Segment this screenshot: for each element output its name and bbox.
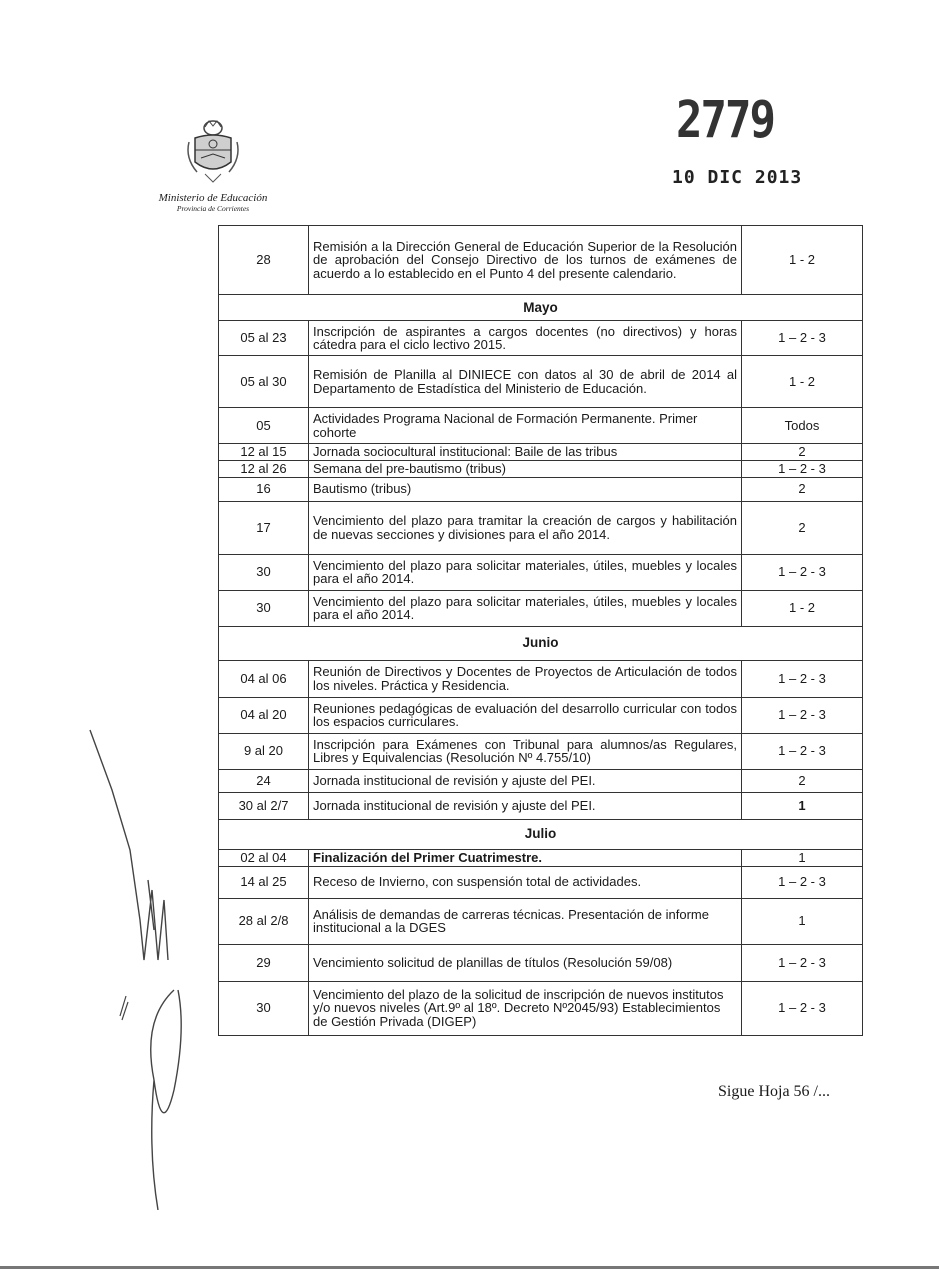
date-cell: 14 al 25 [219, 866, 309, 898]
activity-cell: Análisis de demandas de carreras técnicas. Presentación de informe institucional a la DGES [309, 898, 742, 944]
table-row [219, 444, 863, 461]
table-row [219, 981, 863, 1035]
table-row [219, 792, 863, 819]
activity-cell: Vencimiento del plazo para solicitar materiales, útiles, muebles y locales para el año 2014. [309, 590, 742, 626]
table-row [219, 590, 863, 626]
groups-cell: 1 - 2 [742, 226, 863, 295]
table-row [219, 321, 863, 356]
date-cell: 9 al 20 [219, 733, 309, 769]
handwritten-signature [82, 720, 222, 1210]
groups-cell: 2 [742, 444, 863, 461]
month-row [219, 295, 863, 321]
activity-cell: Semana del pre-bautismo (tribus) [309, 460, 742, 477]
date-cell: 04 al 06 [219, 660, 309, 697]
date-cell: 17 [219, 501, 309, 554]
date-cell: 16 [219, 477, 309, 501]
month-heading: Julio [219, 819, 863, 849]
activity-cell: Vencimiento del plazo para tramitar la creación de cargos y habilitación de nuevas secciones y divisiones para el año 2014. [309, 501, 742, 554]
table-row [219, 356, 863, 408]
resolution-number-stamp: 2779 [676, 91, 774, 150]
groups-cell: 1 – 2 - 3 [742, 981, 863, 1035]
groups-cell: 1 [742, 792, 863, 819]
groups-cell: 1 - 2 [742, 356, 863, 408]
table-row [219, 769, 863, 792]
groups-cell: 1 – 2 - 3 [742, 321, 863, 356]
coat-of-arms-icon [183, 118, 243, 184]
activity-cell: Finalización del Primer Cuatrimestre. [309, 849, 742, 866]
activity-cell: Remisión de Planilla al DINIECE con datos al 30 de abril de 2014 al Departamento de Estadística del Ministerio de Educación. [309, 356, 742, 408]
table-row [219, 697, 863, 733]
groups-cell: 1 – 2 - 3 [742, 460, 863, 477]
groups-cell: 1 – 2 - 3 [742, 733, 863, 769]
activity-cell: Bautismo (tribus) [309, 477, 742, 501]
ministry-header [148, 118, 278, 213]
date-stamp: 10 DIC 2013 [672, 167, 803, 188]
date-cell: 30 [219, 554, 309, 590]
date-cell: 28 [219, 226, 309, 295]
groups-cell: 1 - 2 [742, 590, 863, 626]
date-cell: 05 [219, 408, 309, 444]
date-cell: 24 [219, 769, 309, 792]
table-row [219, 460, 863, 477]
activity-cell: Actividades Programa Nacional de Formación Permanente. Primer cohorte [309, 408, 742, 444]
activity-cell: Vencimiento del plazo para solicitar materiales, útiles, muebles y locales para el año 2014. [309, 554, 742, 590]
activity-cell: Reuniones pedagógicas de evaluación del desarrollo curricular con todos los espacios curriculares. [309, 697, 742, 733]
table-row [219, 408, 863, 444]
date-cell: 02 al 04 [219, 849, 309, 866]
table-row [219, 849, 863, 866]
date-cell: 29 [219, 944, 309, 981]
date-cell: 04 al 20 [219, 697, 309, 733]
groups-cell: 2 [742, 501, 863, 554]
table-row [219, 866, 863, 898]
activity-cell: Reunión de Directivos y Docentes de Proyectos de Articulación de todos los niveles. Práctica y Residencia. [309, 660, 742, 697]
groups-cell: 1 – 2 - 3 [742, 554, 863, 590]
continues-note: Sigue Hoja 56 /... [718, 1083, 830, 1100]
activity-cell: Remisión a la Dirección General de Educación Superior de la Resolución de aprobación del Consejo Directivo de los turnos de exámenes de acuerdo a lo establecido en el Punto 4 del presente calendario. [309, 226, 742, 295]
activity-cell: Vencimiento del plazo de la solicitud de inscripción de nuevos institutos y/o nuevos niveles (Art.9º al 18º. Decreto Nº2045/93) Establecimientos de Gestión Privada (DIGEP) [309, 981, 742, 1035]
activity-cell: Jornada institucional de revisión y ajuste del PEI. [309, 769, 742, 792]
groups-cell: 2 [742, 477, 863, 501]
province-name: Provincia de Corrientes [176, 204, 250, 213]
month-row [219, 819, 863, 849]
month-heading: Junio [219, 626, 863, 660]
table-row [219, 660, 863, 697]
activity-cell: Vencimiento solicitud de planillas de títulos (Resolución 59/08) [309, 944, 742, 981]
date-cell: 30 al 2/7 [219, 792, 309, 819]
date-cell: 30 [219, 590, 309, 626]
activity-cell: Jornada institucional de revisión y ajuste del PEI. [309, 792, 742, 819]
date-cell: 12 al 15 [219, 444, 309, 461]
month-row [219, 626, 863, 660]
activity-cell: Inscripción para Exámenes con Tribunal para alumnos/as Regulares, Libres y Equivalencias (Resolución Nº 4.755/10) [309, 733, 742, 769]
groups-cell: 1 [742, 898, 863, 944]
table-row [219, 501, 863, 554]
month-heading: Mayo [219, 295, 863, 321]
date-cell: 28 al 2/8 [219, 898, 309, 944]
table-row [219, 554, 863, 590]
ministry-name: Ministerio de Educación [158, 192, 268, 204]
date-cell: 30 [219, 981, 309, 1035]
activity-cell: Inscripción de aspirantes a cargos docentes (no directivos) y horas cátedra para el ciclo lectivo 2015. [309, 321, 742, 356]
table-row [219, 226, 863, 295]
date-cell: 05 al 23 [219, 321, 309, 356]
table-row [219, 477, 863, 501]
table-row [219, 898, 863, 944]
date-cell: 05 al 30 [219, 356, 309, 408]
date-cell: 12 al 26 [219, 460, 309, 477]
calendar-table [218, 225, 863, 1036]
groups-cell: 1 – 2 - 3 [742, 697, 863, 733]
table-row [219, 944, 863, 981]
groups-cell: Todos [742, 408, 863, 444]
activity-cell: Receso de Invierno, con suspensión total de actividades. [309, 866, 742, 898]
page-edge-line [0, 1266, 939, 1269]
groups-cell: 1 – 2 - 3 [742, 866, 863, 898]
groups-cell: 1 – 2 - 3 [742, 660, 863, 697]
activity-cell: Jornada sociocultural institucional: Baile de las tribus [309, 444, 742, 461]
groups-cell: 1 [742, 849, 863, 866]
groups-cell: 1 – 2 - 3 [742, 944, 863, 981]
groups-cell: 2 [742, 769, 863, 792]
table-row [219, 733, 863, 769]
